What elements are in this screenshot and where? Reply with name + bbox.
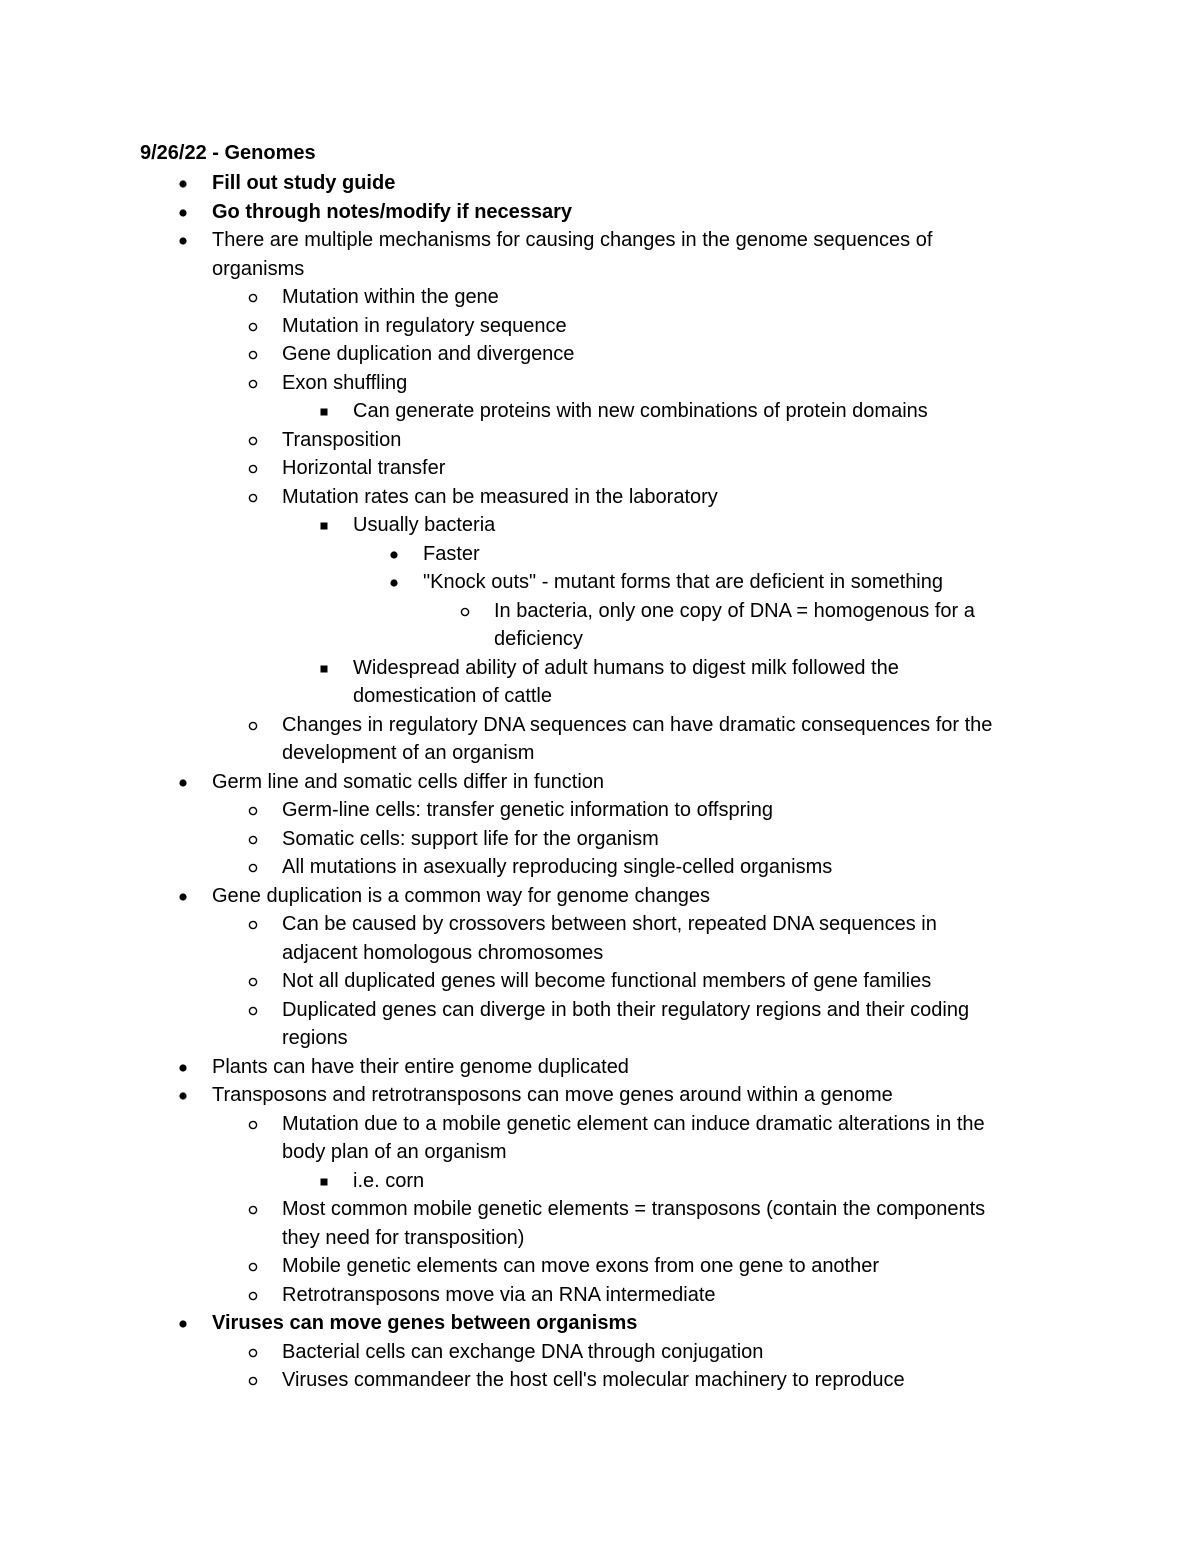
list-item-text: Mobile genetic elements can move exons from one gene to another <box>282 1255 880 1277</box>
page-title: 9/26/22 - Genomes <box>140 142 316 164</box>
list-item-continuation <box>282 1024 348 1053</box>
bullet-circle-icon <box>244 796 262 825</box>
bullet-square-icon <box>315 511 333 540</box>
bullet-circle-icon <box>244 426 262 455</box>
list-item <box>282 483 718 512</box>
bullet-disc-icon <box>385 568 403 597</box>
list-item <box>353 654 899 683</box>
bullet-disc-icon <box>174 1053 192 1082</box>
list-item-text: "Knock outs" - mutant forms that are deficient in something <box>423 571 943 593</box>
list-item-continuation <box>282 739 534 768</box>
bullet-circle-icon <box>244 340 262 369</box>
list-item-text: Transposons and retrotransposons can move genes around within a genome <box>212 1084 893 1106</box>
list-item-text: organisms <box>212 257 305 280</box>
list-item <box>494 597 975 626</box>
list-item <box>212 882 710 911</box>
list-item <box>282 967 931 996</box>
list-item-text: regions <box>282 1027 348 1049</box>
bullet-disc-icon <box>174 882 192 911</box>
list-item-text: Germ-line cells: transfer genetic information to offspring <box>282 799 773 821</box>
list-item <box>423 540 480 569</box>
list-item-text: i.e. corn <box>353 1169 425 1192</box>
list-item-text: Gene duplication and divergence <box>282 343 575 365</box>
list-item-text: Horizontal transfer <box>282 457 446 479</box>
list-item-text: Plants can have their entire genome duplicated <box>212 1055 629 1078</box>
list-item <box>282 426 401 455</box>
list-item <box>212 1081 893 1110</box>
list-item <box>282 1252 879 1281</box>
bullet-disc-icon <box>174 169 192 198</box>
bullet-circle-icon <box>244 853 262 882</box>
list-item-text: Widespread ability of adult humans to digest milk followed the <box>353 656 899 679</box>
list-item <box>282 454 445 483</box>
list-item-text: Transposition <box>282 428 402 451</box>
list-item-text: Can generate proteins with new combinations of protein domains <box>353 400 928 422</box>
list-item <box>212 226 932 255</box>
bullet-circle-icon <box>244 967 262 996</box>
list-item-continuation <box>282 1224 524 1253</box>
list-item-text: Viruses commandeer the host cell's molecular machinery to reproduce <box>282 1369 905 1391</box>
list-item-continuation <box>353 682 552 711</box>
list-item-text: Duplicated genes can diverge in both their regulatory regions and their coding <box>282 998 970 1021</box>
list-item-continuation <box>212 255 304 284</box>
list-item-text: body plan of an organism <box>282 1141 507 1163</box>
list-item-text: Not all duplicated genes will become functional members of gene families <box>282 970 932 992</box>
list-item <box>353 397 928 426</box>
list-item-text: Fill out study guide <box>212 172 396 194</box>
bullet-disc-icon <box>174 198 192 227</box>
bullet-circle-icon <box>244 369 262 398</box>
list-item <box>353 1167 424 1196</box>
list-item <box>212 169 395 198</box>
bullet-circle-icon <box>244 1110 262 1139</box>
list-item-text: Changes in regulatory DNA sequences can have dramatic consequences for the <box>282 713 993 736</box>
list-item-continuation <box>282 939 603 968</box>
list-item-text: domestication of cattle <box>353 685 552 707</box>
list-item <box>282 283 499 312</box>
list-item <box>282 853 832 882</box>
list-item <box>353 511 495 540</box>
bullet-circle-icon <box>244 1252 262 1281</box>
bullet-circle-icon <box>244 910 262 939</box>
bullet-disc-icon <box>174 1309 192 1338</box>
bullet-disc-icon <box>174 226 192 255</box>
list-item <box>282 711 992 740</box>
list-item <box>282 910 937 939</box>
list-item <box>282 825 659 854</box>
list-item <box>282 312 567 341</box>
bullet-circle-icon <box>244 454 262 483</box>
list-item <box>282 1338 763 1367</box>
list-item-text: Viruses can move genes between organisms <box>212 1312 638 1334</box>
bullet-circle-icon <box>244 1366 262 1395</box>
list-item <box>282 1195 985 1224</box>
list-item-text: Mutation in regulatory sequence <box>282 314 567 337</box>
list-item <box>282 996 969 1025</box>
list-item <box>282 340 574 369</box>
list-item-text: There are multiple mechanisms for causing changes in the genome sequences of <box>212 229 933 251</box>
bullet-circle-icon <box>244 996 262 1025</box>
list-item-text: Can be caused by crossovers between short, repeated DNA sequences in <box>282 913 937 935</box>
list-item-text: In bacteria, only one copy of DNA = homogenous for a <box>494 599 975 622</box>
list-item <box>212 1309 637 1338</box>
bullet-circle-icon <box>244 1338 262 1367</box>
list-item <box>282 1281 716 1310</box>
bullet-circle-icon <box>244 312 262 341</box>
bullet-circle-icon <box>244 1281 262 1310</box>
bullet-disc-icon <box>385 540 403 569</box>
list-item-text: Faster <box>423 542 480 565</box>
list-item <box>212 1053 629 1082</box>
list-item-text: Exon shuffling <box>282 371 408 394</box>
list-item <box>282 369 407 398</box>
list-item-text: Gene duplication is a common way for genome changes <box>212 884 711 907</box>
bullet-disc-icon <box>174 1081 192 1110</box>
list-item-text: Mutation rates can be measured in the laboratory <box>282 485 718 508</box>
list-item <box>282 1110 985 1139</box>
list-item-text: Retrotransposons move via an RNA intermediate <box>282 1283 716 1306</box>
list-item-text: development of an organism <box>282 742 535 764</box>
list-item-text: Most common mobile genetic elements = transposons (contain the components <box>282 1198 986 1220</box>
bullet-circle-icon <box>456 597 474 626</box>
list-item <box>282 796 773 825</box>
list-item-text: Mutation within the gene <box>282 286 499 308</box>
list-item <box>282 1366 905 1395</box>
bullet-circle-icon <box>244 825 262 854</box>
list-item-text: adjacent homologous chromosomes <box>282 941 604 964</box>
list-item-continuation <box>282 1138 507 1167</box>
list-item <box>212 198 572 227</box>
list-item-text: All mutations in asexually reproducing single-celled organisms <box>282 856 833 878</box>
bullet-square-icon <box>315 654 333 683</box>
list-item-text: Usually bacteria <box>353 514 496 536</box>
list-item <box>212 768 604 797</box>
bullet-square-icon <box>315 1167 333 1196</box>
list-item-text: they need for transposition) <box>282 1226 525 1249</box>
bullet-circle-icon <box>244 483 262 512</box>
bullet-circle-icon <box>244 711 262 740</box>
list-item-continuation <box>494 625 583 654</box>
list-item-text: deficiency <box>494 628 583 650</box>
bullet-circle-icon <box>244 283 262 312</box>
list-item-text: Bacterial cells can exchange DNA through conjugation <box>282 1340 764 1363</box>
bullet-square-icon <box>315 397 333 426</box>
bullet-disc-icon <box>174 768 192 797</box>
bullet-circle-icon <box>244 1195 262 1224</box>
list-item-text: Germ line and somatic cells differ in function <box>212 770 605 793</box>
list-item-text: Mutation due to a mobile genetic element can induce dramatic alterations in the <box>282 1112 985 1135</box>
list-item <box>423 568 943 597</box>
list-item-text: Somatic cells: support life for the organism <box>282 827 659 850</box>
list-item-text: Go through notes/modify if necessary <box>212 200 573 223</box>
